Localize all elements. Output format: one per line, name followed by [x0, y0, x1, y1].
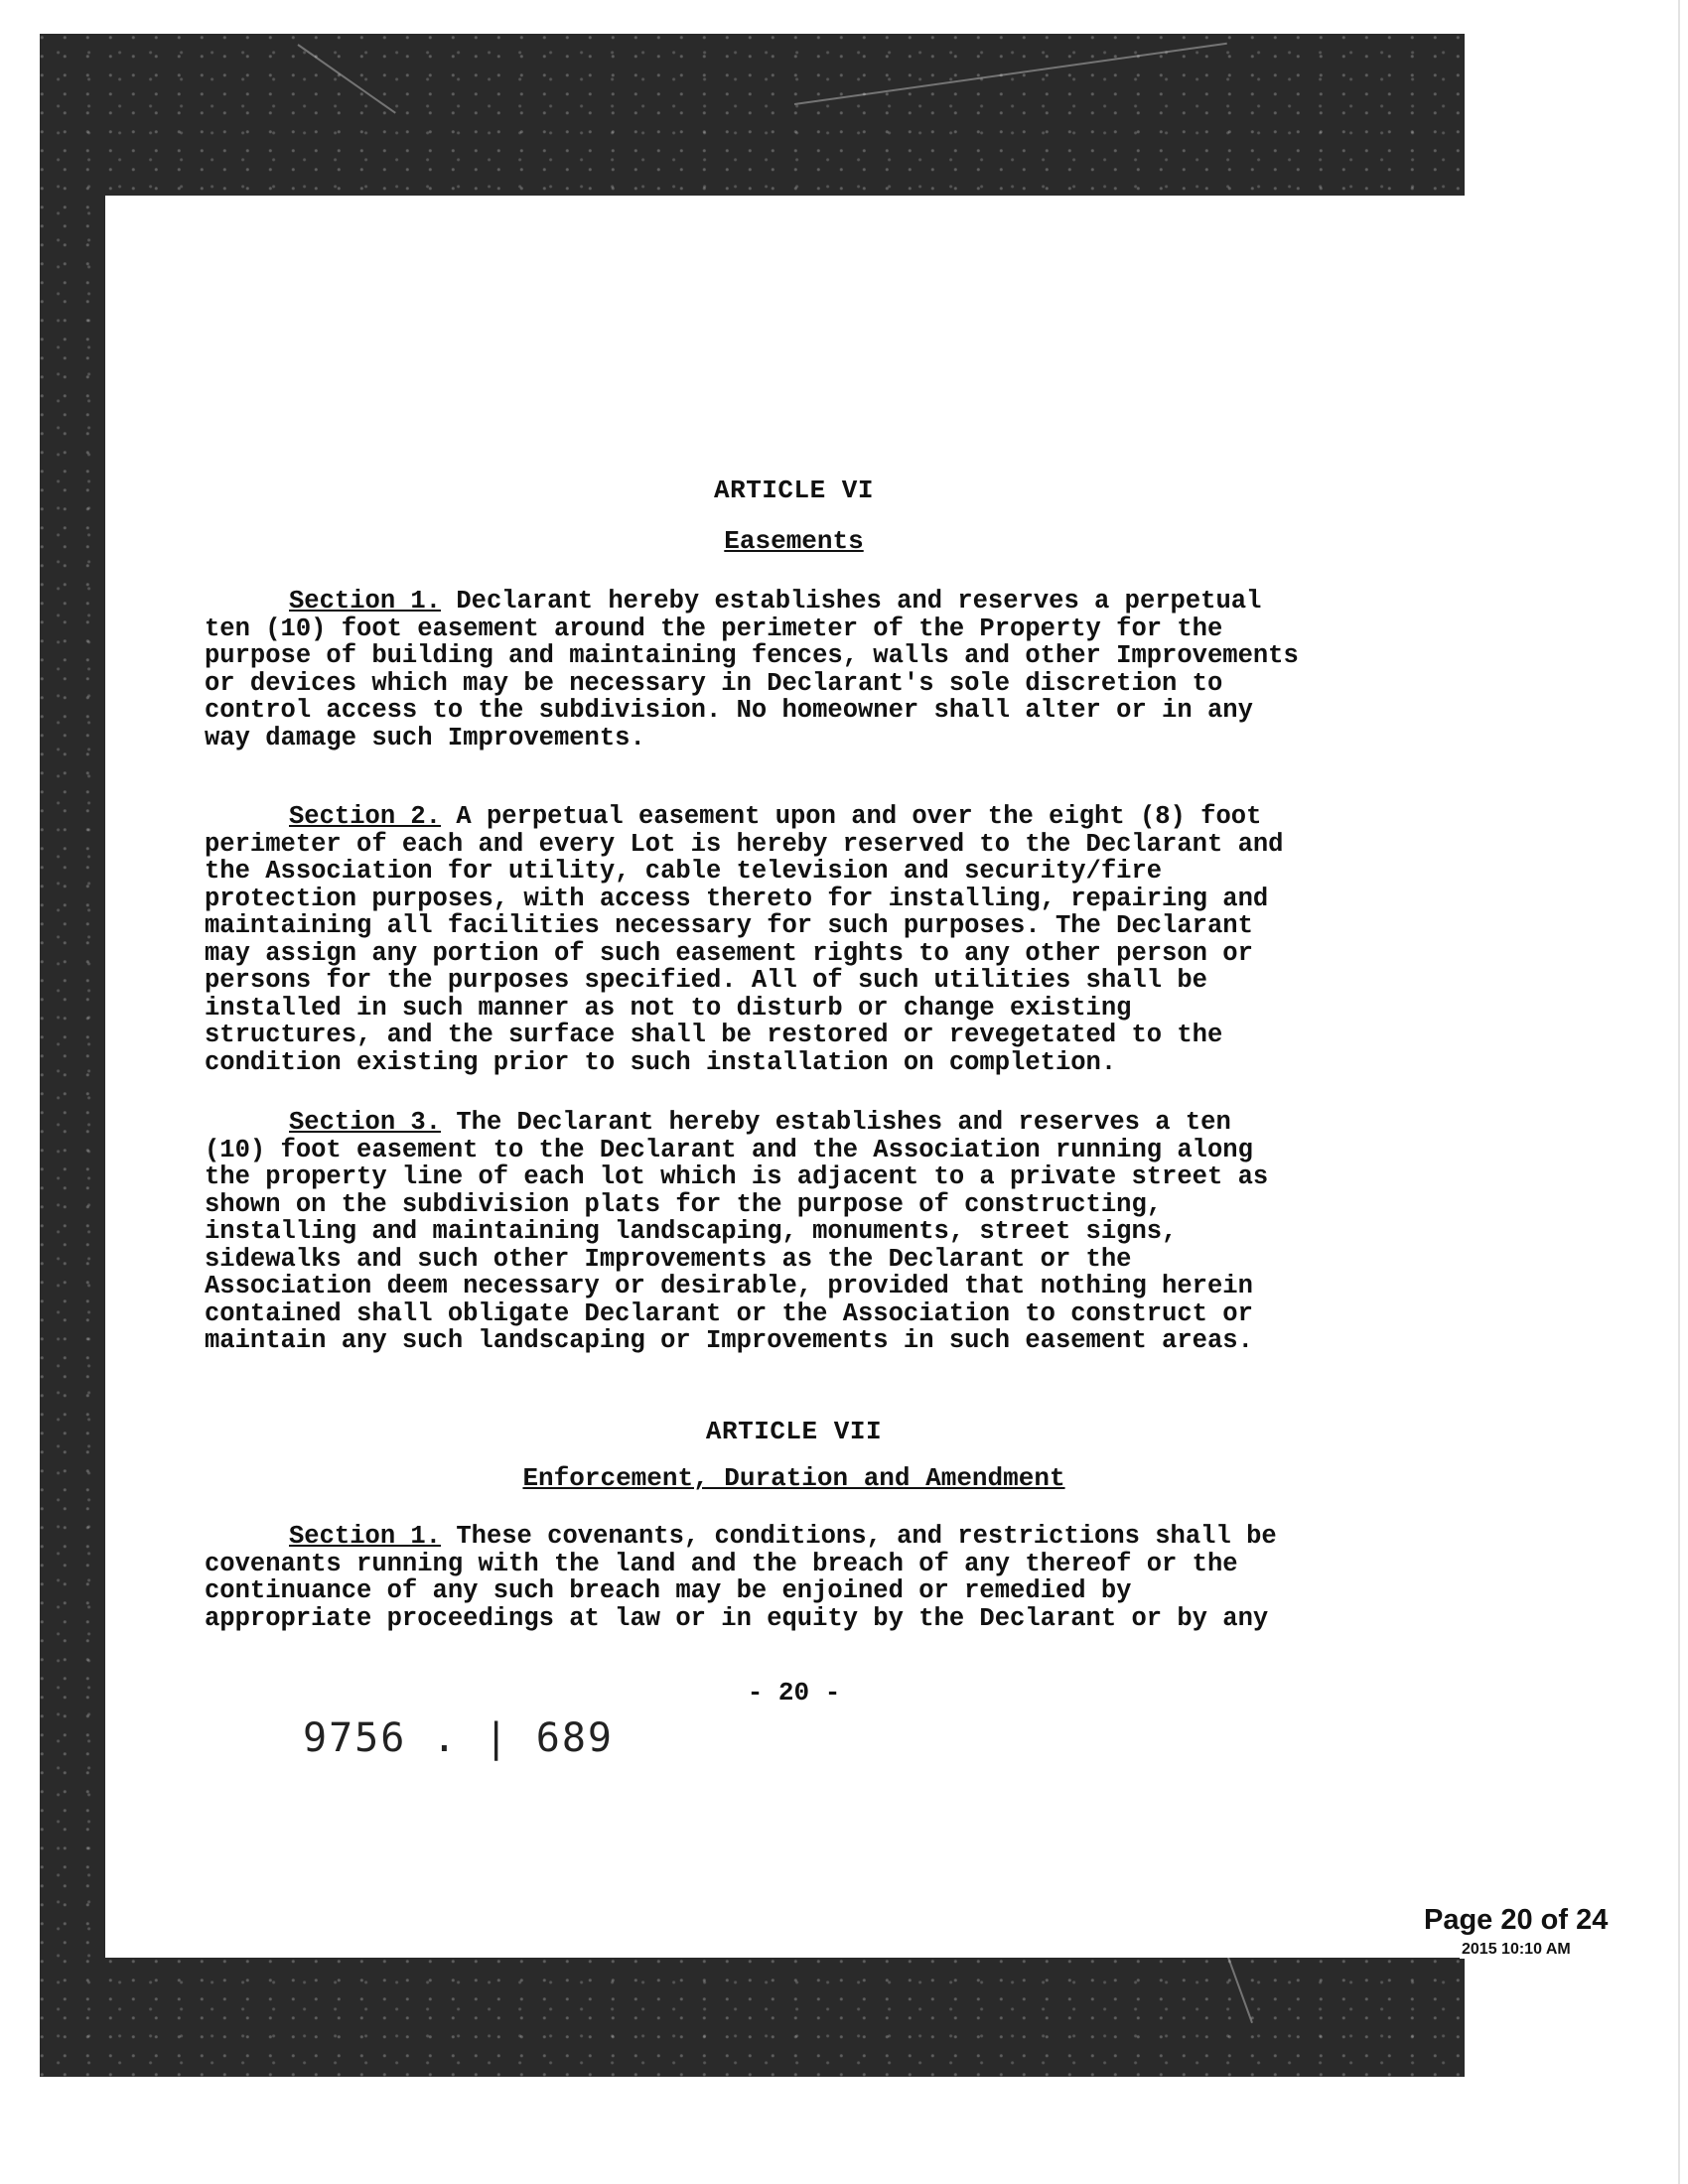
page-edge: [1678, 0, 1680, 2184]
book-page-stamp: 9756 . | 689: [303, 1715, 614, 1761]
article-vii-section-1: [205, 1523, 1436, 1632]
article-vi-section-1: [205, 588, 1436, 751]
article-vi-section-3: [205, 1109, 1436, 1355]
section-text: These covenants, conditions, and restrictions shall be covenants running with the land and the breach of any thereof or the continuance of any such breach may be enjoined or remedied by appropriate proceedings at law or in equity by the Declarant or by any: [205, 1522, 1277, 1633]
section-label: Section 3.: [289, 1108, 442, 1137]
document-page: [105, 196, 1482, 1958]
section-label: Section 2.: [289, 802, 442, 831]
section-text: Declarant hereby establishes and reserves a perpetual ten (10) foot easement around the perimeter of the Property for the purpose of building and maintaining fences, walls and other Improvements or devices which may be necessary in Declarant's sole discretion to control access to the subdivision. No homeowner shall alter or in any way damage such Improvements.: [205, 587, 1299, 752]
article-vi-title: Easements: [724, 526, 864, 556]
section-label: Section 1.: [289, 587, 442, 615]
scan-border: [40, 34, 1465, 2077]
article-vi-heading: ARTICLE VI: [713, 476, 875, 505]
section-text: A perpetual easement upon and over the eight (8) foot perimeter of each and every Lot is hereby reserved to the Declarant and the Association for utility, cable television and security/fire protection purposes, with access thereto for installing, repairing and maintaining all facilities necessary for such purposes. The Declarant may assign any portion of such easement rights to any other person or persons for the purposes specified. All of such utilities shall be installed in such manner as not to disturb or change existing structures, and the surface shall be restored or revegetated to the condition existing prior to such installation on completion.: [205, 802, 1284, 1077]
section-label: Section 1.: [289, 1522, 442, 1551]
article-vii-heading: ARTICLE VII: [705, 1417, 883, 1446]
article-vi-section-2: [205, 803, 1436, 1076]
page-counter: Page 20 of 24: [1420, 1904, 1612, 1937]
page-number: - 20 -: [747, 1678, 841, 1707]
article-vii-title: Enforcement, Duration and Amendment: [522, 1463, 1065, 1493]
timestamp: 2015 10:10 AM: [1462, 1941, 1571, 1958]
section-text: The Declarant hereby establishes and reserves a ten (10) foot easement to the Declarant and the Association running along the property line of each lot which is adjacent to a private street as shown on the subdivision plats for the purpose of constructing, installing and maintaining landscaping, monuments, street signs, sidewalks and such other Improvements as the Declarant or the Association deem necessary or desirable, provided that nothing herein contained shall obligate Declarant or the Association to construct or maintain any such landscaping or Improvements in such easement areas.: [205, 1108, 1269, 1355]
